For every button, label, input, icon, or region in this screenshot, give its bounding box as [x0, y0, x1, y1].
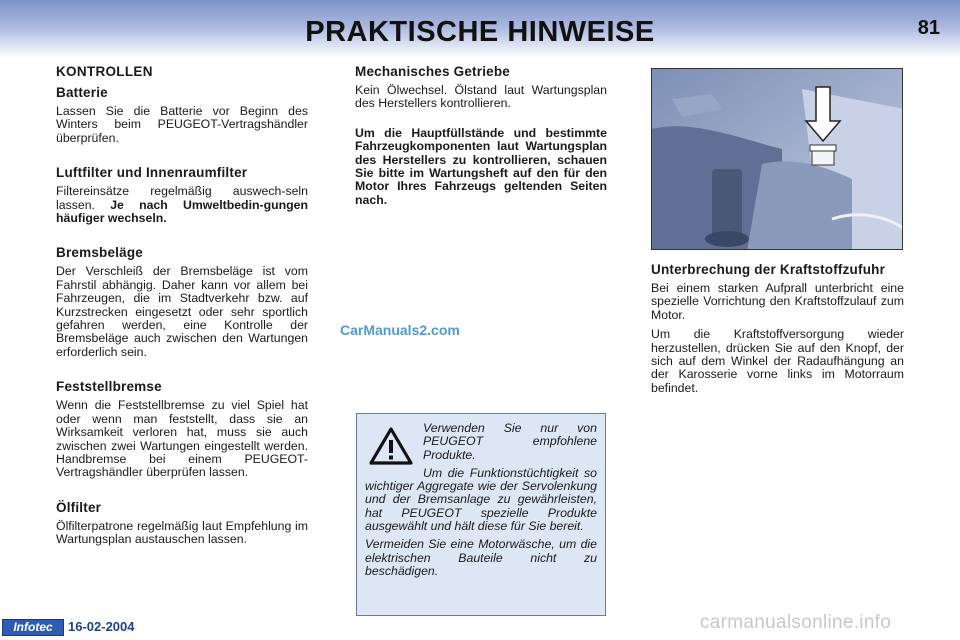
heading-oelfilter: Ölfilter [56, 499, 102, 515]
batterie-block [56, 85, 308, 145]
heading-feststellbremse: Feststellbremse [56, 379, 162, 395]
warning-box [356, 413, 606, 616]
feststellbremse-block [56, 379, 308, 479]
infotec-badge: Infotec [2, 619, 64, 636]
text-luftfilter [56, 185, 308, 225]
text-kraftstoff-2: Um die Kraftstoffversorgung wieder herzustellen, drücken Sie auf den Knopf, der sich auf dem Winkel der Radaufhängung an der Karosserie vorne links im Motorraum befindet. [651, 327, 904, 395]
text-bremsbelaege: Der Verschleiß der Bremsbeläge ist vom Fahrstil abhängig. Daher kann vor allem bei Fahrzeugen, die im Stadtverkehr bzw. auf Kurzstrecken eingesetzt oder sehr sportlich gefahren werden, eine Kontrolle der Bremsbeläge auch zwischen den Wartungen erforderlich sein. [56, 264, 308, 359]
luftfilter-block [56, 165, 308, 225]
text-luftfilter-normal: Filtereinsätze regelmäßig auswech-seln lassen. [56, 184, 308, 212]
heading-batterie: Batterie [56, 85, 108, 100]
warning-text-2: Um die Funktionstüchtigkeit so wichtiger Aggregate wie der Servolenkung und der Bremsanlage zu gewährleisten, hat PEUGEOT spezielle Produkte ausgewählt und hält diese für Sie bereit. [365, 465, 597, 534]
left-column [56, 64, 308, 567]
footer-watermark: carmanualsonline.info [700, 612, 892, 633]
section-title-kontrollen: KONTROLLEN [56, 64, 153, 79]
fuel-cutoff-figure [651, 68, 903, 250]
middle-column [355, 64, 607, 207]
heading-kraftstoffzufuhr: Unterbrechung der Kraftstoffzufuhr [651, 262, 886, 277]
text-hauptfuellstaende: Um die Hauptfüllstände und bestimmte Fahrzeugkomponenten laut Wartungsplan des Herstellers zu kontrollieren, schauen Sie bitte im Wartungsheft auf den für den Motor Ihres Fahrzeugs geltenden Seiten nach. [355, 125, 607, 207]
warning-triangle-icon [369, 426, 413, 466]
warning-text-1: Verwenden Sie nur von PEUGEOT empfohlene Produkte. [423, 421, 597, 462]
footer-date: 16-02-2004 [68, 619, 135, 634]
page-title: PRAKTISCHE HINWEISE [305, 16, 655, 48]
heading-luftfilter: Luftfilter und Innenraumfilter [56, 165, 248, 181]
text-oelfilter: Ölfilterpatrone regelmäßig laut Empfehlung im Wartungsplan austauschen lassen. [56, 518, 308, 547]
heading-bremsbelaege: Bremsbeläge [56, 245, 143, 261]
fuel-cutoff-switch-illustration [652, 69, 903, 250]
watermark-carmanuals: CarManuals2.com [340, 322, 460, 338]
page-number: 81 [917, 17, 940, 39]
text-batterie: Lassen Sie die Batterie vor Beginn des Winters beim PEUGEOT-Vertragshändler überprüfen. [56, 104, 308, 145]
text-kraftstoff-1: Bei einem starken Aufprall unterbricht eine spezielle Vorrichtung den Kraftstoffzulauf zum Motor. [651, 281, 904, 322]
right-column [651, 262, 904, 395]
bremsbelaege-block [56, 245, 308, 359]
text-feststellbremse: Wenn die Feststellbremse zu viel Spiel hat oder wenn man feststellt, dass sie an Wirksamkeit verloren hat, muss sie auch zwischen zwei Wartungen eingestellt werden. Handbremse bei einem PEUGEOT-Vertragshändler überprüfen lassen. [56, 398, 308, 480]
text-getriebe: Kein Ölwechsel. Ölstand laut Wartungsplan des Herstellers kontrollieren. [355, 83, 607, 111]
oelfilter-block [56, 500, 308, 547]
warning-text-3: Vermeiden Sie eine Motorwäsche, um die elektrischen Bauteile nicht zu beschädigen. [365, 537, 597, 578]
text-luftfilter-bold: Je nach Umweltbedin-gungen häufiger wechseln. [56, 197, 308, 226]
heading-getriebe: Mechanisches Getriebe [355, 64, 511, 79]
